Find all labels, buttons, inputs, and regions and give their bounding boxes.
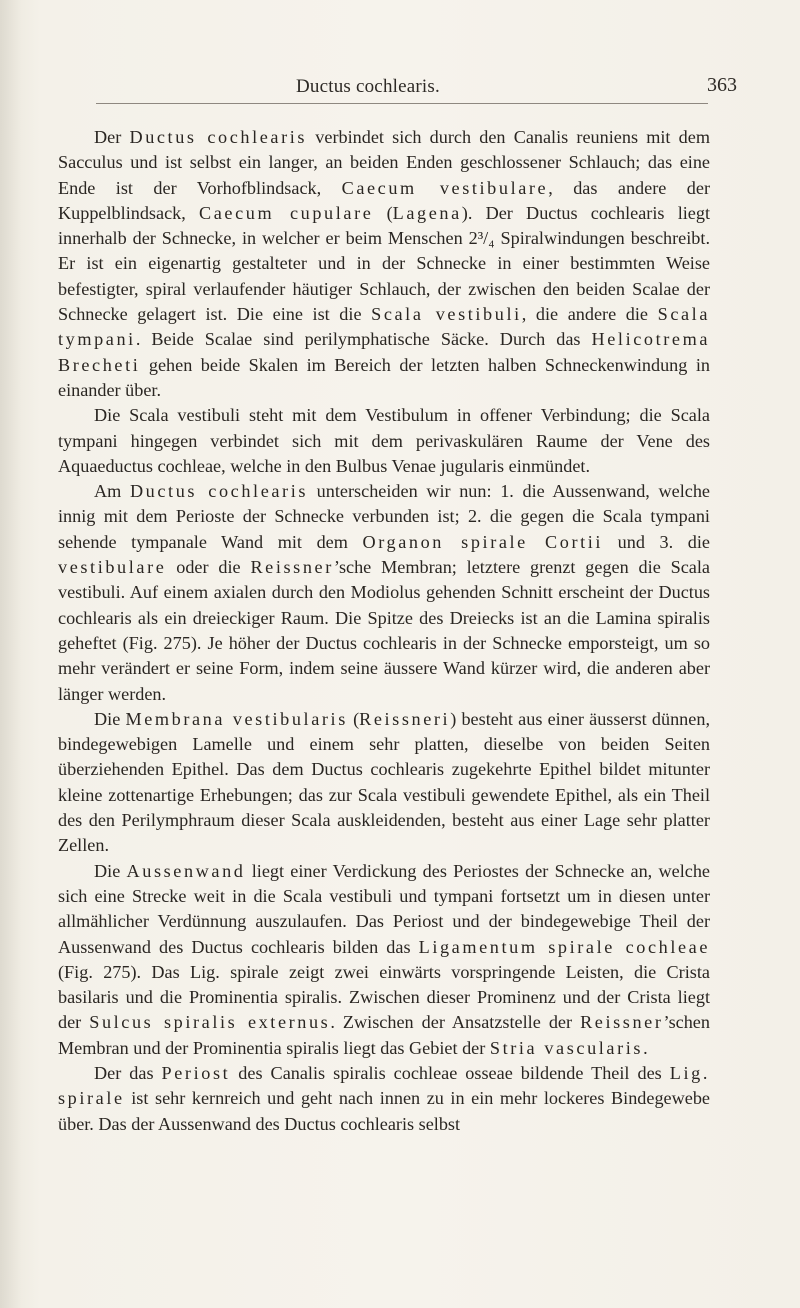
text-run: gehen beide Skalen im Bereich der letzten halben Schneckenwindung in einander über. bbox=[58, 354, 710, 400]
spaced-term: Caecum cupulare bbox=[199, 202, 374, 223]
spaced-term: Lig. spirale bbox=[58, 1062, 710, 1109]
text-run: , die andere die bbox=[521, 304, 658, 325]
spaced-term: Scala tympani bbox=[58, 304, 710, 350]
text-run: verbindet sich durch den Canalis reuniens mit dem Sacculus und ist selbst ein langer, an beiden Enden geschlossener Schlauch; das eine Ende ist der Vorhofblindsack, bbox=[58, 127, 710, 198]
spaced-term: Organon spirale Cortii bbox=[362, 531, 604, 552]
spaced-term: Ductus cochlearis bbox=[129, 481, 309, 502]
text-run: . Zwischen der Ansatzstelle der bbox=[330, 1012, 581, 1033]
text-run: Der bbox=[94, 127, 130, 147]
paragraph bbox=[58, 479, 710, 707]
spaced-term: Scala vestibuli bbox=[371, 304, 522, 325]
text-run: Die bbox=[94, 860, 127, 881]
spaced-term: Aussenwand bbox=[126, 860, 246, 881]
spaced-term: Reissner bbox=[250, 557, 334, 578]
text-run: ist sehr kernreich und geht nach innen zu in ein mehr lockeres Bindegewebe über. Das der Aussenwand des Ductus cochlearis selbst bbox=[58, 1088, 710, 1134]
text-run: ’sche Membran; letztere grenzt gegen die Scala vestibuli. Auf einem axialen durch den Modiolus gehenden Schnitt erscheint der Ductus cochlearis als ein dreieckiger Raum. Die Spitze des Dreiecks ist an die Lamina spiralis geheftet (Fig. 275). Je höher der Ductus cochlearis in der Schnecke emporsteigt, um so mehr verändert er seine Form, indem seine äussere Wand kürzer wird, die anderen aber länger werden. bbox=[58, 557, 710, 704]
spaced-term: Reissneri bbox=[359, 708, 451, 729]
text-run: des Canalis spiralis cochleae osseae bildende Theil des bbox=[230, 1062, 670, 1083]
text-run: , das andere der Kuppelblindsack, bbox=[58, 177, 710, 223]
text-run: Der das bbox=[94, 1062, 162, 1083]
text-run: Die bbox=[94, 708, 126, 729]
text-run: liegt einer Verdickung des Periostes der Schnecke an, welche sich eine Strecke weit in die Scala vestibuli und tympani fortsetzt um in diesen unter allmählicher Verdünnung auszulaufen. Das Periost und der bindegewebige Theil der Aussenwand des Ductus cochlearis bilden das bbox=[58, 860, 710, 957]
text-run: ( bbox=[347, 708, 360, 729]
spaced-term: Lagena bbox=[392, 202, 462, 223]
spaced-term: Reissner bbox=[580, 1012, 664, 1033]
text-run: Die Scala vestibuli steht mit dem Vestibulum in offener Verbindung; die Scala tympani hingegen verbindet sich mit dem perivaskulären Raume der Vene des Aquaeductus cochleae, welche in den Bulbus Venae jugularis einmündet. bbox=[58, 405, 710, 476]
text-run: ’schen Membran und der Prominentia spiralis liegt das Gebiet der bbox=[58, 1012, 710, 1058]
text-run: und 3. die bbox=[603, 531, 710, 552]
spaced-term: Caecum vestibulare bbox=[341, 177, 549, 198]
header-rule bbox=[96, 103, 708, 104]
spaced-term: Ligamentum spirale cochleae bbox=[418, 936, 711, 957]
paragraph bbox=[58, 859, 710, 1061]
page-number: 363 bbox=[707, 74, 737, 96]
text-run: ( bbox=[373, 202, 393, 223]
spaced-term: Periost bbox=[161, 1062, 231, 1083]
text-run: . Beide Scalae sind perilymphatische Säcke. Durch das bbox=[135, 329, 592, 350]
running-title: Ductus cochlearis. bbox=[296, 76, 440, 97]
spaced-term: Membrana vestibularis bbox=[125, 708, 348, 729]
spaced-term: vestibulare bbox=[58, 557, 167, 578]
paragraph bbox=[58, 1061, 710, 1137]
spaced-term: Ductus cochlearis bbox=[129, 127, 308, 147]
spaced-term: Helicotrema Brecheti bbox=[58, 329, 710, 375]
text-run: Am bbox=[94, 481, 130, 502]
binding-shadow bbox=[0, 0, 22, 1308]
text-run: . bbox=[643, 1037, 648, 1058]
spaced-term: Sulcus spiralis externus bbox=[89, 1012, 331, 1033]
text-run: (Fig. 275). Das Lig. spirale zeigt zwei einwärts vorspringende Leisten, die Crista basilaris und die Prominentia spiralis. Zwischen dieser Prominenz und der Crista liegt der bbox=[58, 961, 710, 1033]
body-text bbox=[58, 125, 710, 1137]
text-run: ) besteht aus einer äusserst dünnen, bindegewebigen Lamelle und einem sehr platten, dieselbe von beiden Seiten überziehenden Epithel. Das dem Ductus cochlearis zugekehrte Epithel bildet mitunter kleine zottenartige Erhebungen; das zur Scala vestibuli gewendete Epithel, als ein Theil des den Perilymphraum dieser Scala auskleidenden, besteht aus einer Lage sehr platter Zellen. bbox=[58, 708, 710, 856]
paragraph bbox=[58, 707, 710, 859]
paragraph bbox=[58, 125, 710, 403]
text-run: ). Der Ductus cochlearis liegt innerhalb der Schnecke, in welcher er beim Menschen 2³/₄ Spiralwindungen beschreibt. Er ist ein eigenartig gestalteter und in der Schnecke in einer bestimmten Weise befestigter, spiral verlaufender häutiger Schlauch, der zwischen den beiden Scalae der Schnecke gelagert ist. Die eine ist die bbox=[58, 202, 711, 325]
spaced-term: Stria vascularis bbox=[489, 1037, 644, 1058]
text-run: unterscheiden wir nun: 1. die Aussenwand, welche innig mit dem Perioste der Schnecke verbunden ist; 2. die gegen die Scala tympani sehende tympanale Wand mit dem bbox=[58, 481, 710, 552]
text-run: oder die bbox=[166, 557, 251, 578]
paragraph bbox=[58, 403, 710, 479]
